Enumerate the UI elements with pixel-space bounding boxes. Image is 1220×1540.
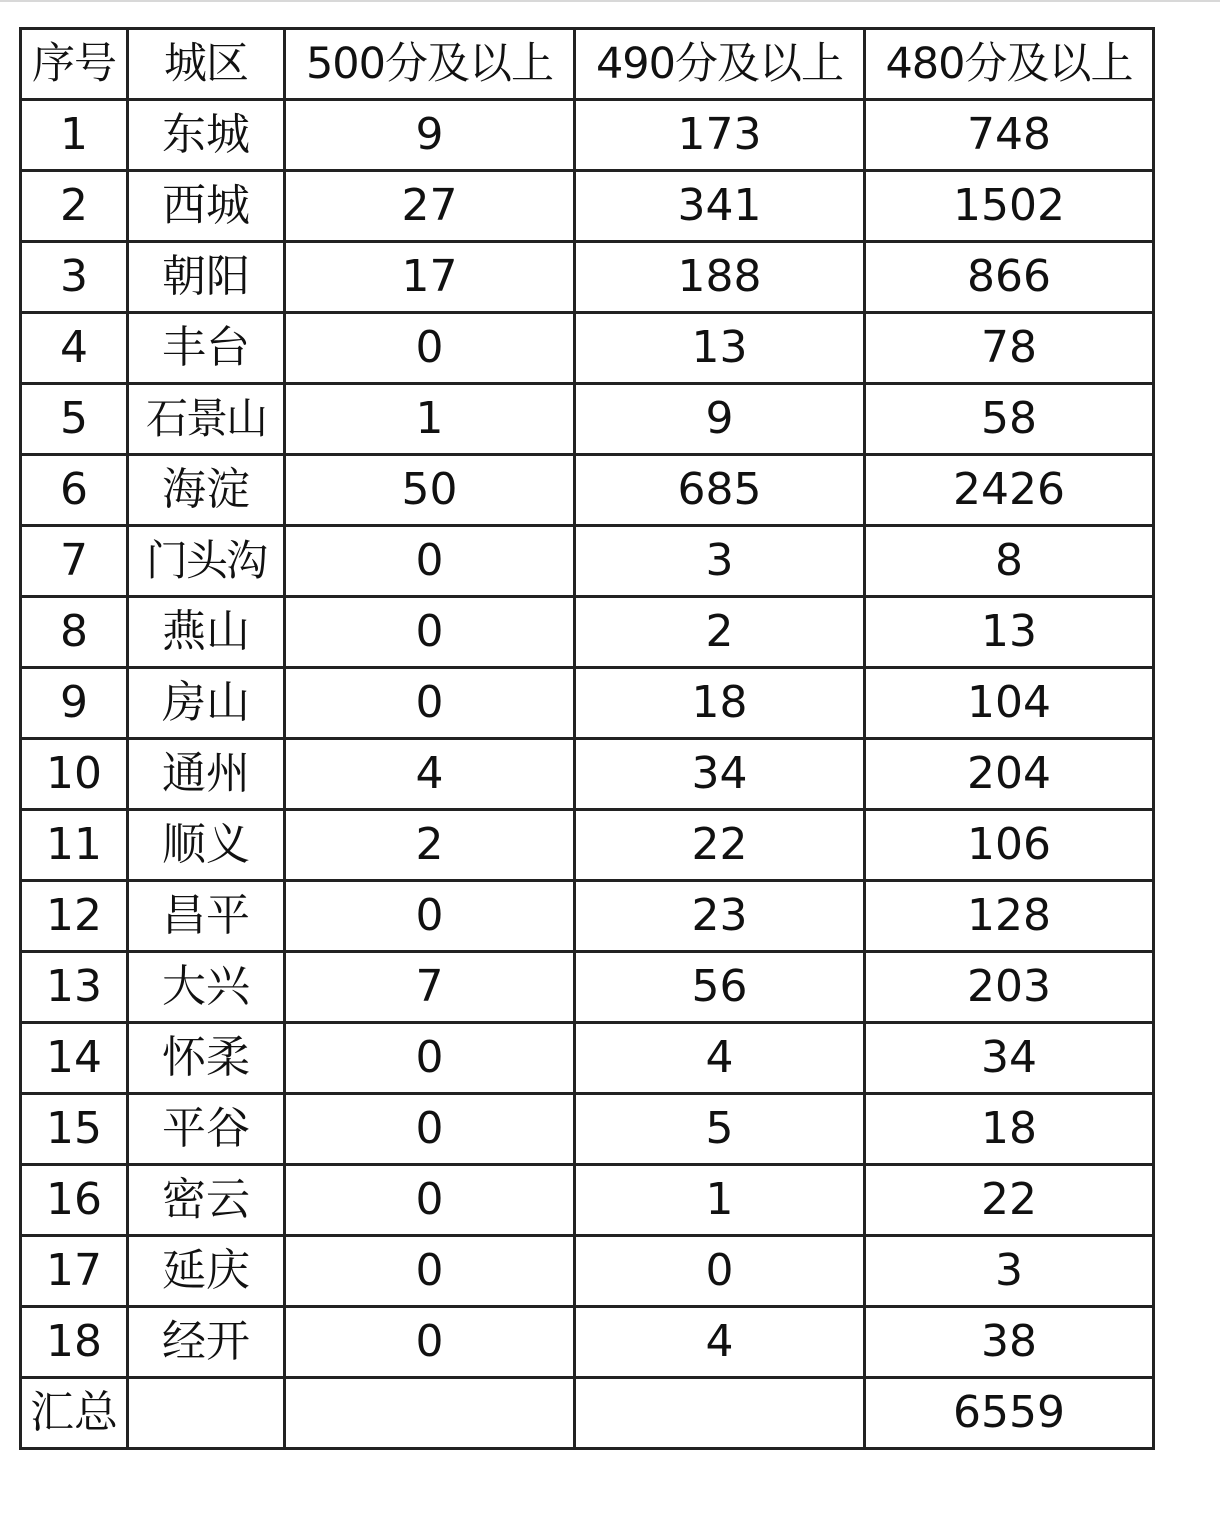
top-divider	[0, 0, 1220, 2]
row-480: 104	[865, 668, 1154, 739]
row-500: 50	[285, 455, 575, 526]
header-490: 490分及以上	[575, 29, 865, 100]
row-district: 大兴	[128, 952, 285, 1023]
table-row	[21, 526, 1154, 597]
row-500: 0	[285, 881, 575, 952]
row-index: 13	[21, 952, 128, 1023]
row-500: 0	[285, 313, 575, 384]
row-490: 34	[575, 739, 865, 810]
row-490: 173	[575, 100, 865, 171]
total-district	[128, 1378, 285, 1449]
header-index: 序号	[21, 29, 128, 100]
row-500: 0	[285, 1165, 575, 1236]
row-index: 6	[21, 455, 128, 526]
row-490: 22	[575, 810, 865, 881]
total-label: 汇总	[21, 1378, 128, 1449]
table-row	[21, 810, 1154, 881]
row-490: 9	[575, 384, 865, 455]
table-row	[21, 1165, 1154, 1236]
row-480: 58	[865, 384, 1154, 455]
row-district: 燕山	[128, 597, 285, 668]
row-490: 2	[575, 597, 865, 668]
row-480: 13	[865, 597, 1154, 668]
row-490: 1	[575, 1165, 865, 1236]
table-row	[21, 881, 1154, 952]
row-480: 204	[865, 739, 1154, 810]
row-index: 16	[21, 1165, 128, 1236]
row-district: 东城	[128, 100, 285, 171]
row-district: 朝阳	[128, 242, 285, 313]
row-district: 顺义	[128, 810, 285, 881]
row-500: 0	[285, 1023, 575, 1094]
row-index: 17	[21, 1236, 128, 1307]
row-480: 2426	[865, 455, 1154, 526]
row-490: 5	[575, 1094, 865, 1165]
row-480: 22	[865, 1165, 1154, 1236]
table-row	[21, 384, 1154, 455]
row-index: 10	[21, 739, 128, 810]
table-row	[21, 313, 1154, 384]
row-500: 9	[285, 100, 575, 171]
row-480: 34	[865, 1023, 1154, 1094]
district-score-table	[19, 27, 1155, 1450]
row-500: 0	[285, 526, 575, 597]
row-490: 4	[575, 1307, 865, 1378]
row-index: 4	[21, 313, 128, 384]
table-row	[21, 455, 1154, 526]
row-index: 15	[21, 1094, 128, 1165]
row-490: 0	[575, 1236, 865, 1307]
row-index: 8	[21, 597, 128, 668]
table-row	[21, 100, 1154, 171]
row-index: 7	[21, 526, 128, 597]
row-490: 3	[575, 526, 865, 597]
row-490: 4	[575, 1023, 865, 1094]
row-index: 12	[21, 881, 128, 952]
row-district: 平谷	[128, 1094, 285, 1165]
total-row	[21, 1378, 1154, 1449]
row-district: 密云	[128, 1165, 285, 1236]
row-index: 5	[21, 384, 128, 455]
row-500: 0	[285, 1236, 575, 1307]
row-district: 昌平	[128, 881, 285, 952]
table-row	[21, 1094, 1154, 1165]
header-480: 480分及以上	[865, 29, 1154, 100]
row-index: 2	[21, 171, 128, 242]
row-490: 23	[575, 881, 865, 952]
table-row	[21, 739, 1154, 810]
table-row	[21, 668, 1154, 739]
row-district: 石景山	[128, 384, 285, 455]
row-480: 78	[865, 313, 1154, 384]
row-480: 18	[865, 1094, 1154, 1165]
row-500: 0	[285, 597, 575, 668]
header-row	[21, 29, 1154, 100]
row-district: 延庆	[128, 1236, 285, 1307]
row-500: 7	[285, 952, 575, 1023]
row-480: 8	[865, 526, 1154, 597]
row-480: 1502	[865, 171, 1154, 242]
row-500: 0	[285, 1094, 575, 1165]
table-row	[21, 1307, 1154, 1378]
total-490	[575, 1378, 865, 1449]
row-index: 11	[21, 810, 128, 881]
row-500: 17	[285, 242, 575, 313]
row-district: 怀柔	[128, 1023, 285, 1094]
row-480: 106	[865, 810, 1154, 881]
row-500: 1	[285, 384, 575, 455]
table-row	[21, 597, 1154, 668]
row-480: 38	[865, 1307, 1154, 1378]
row-district: 通州	[128, 739, 285, 810]
row-500: 0	[285, 668, 575, 739]
row-490: 685	[575, 455, 865, 526]
row-490: 188	[575, 242, 865, 313]
row-480: 748	[865, 100, 1154, 171]
row-district: 房山	[128, 668, 285, 739]
row-index: 1	[21, 100, 128, 171]
table-row	[21, 952, 1154, 1023]
row-district: 丰台	[128, 313, 285, 384]
row-district: 门头沟	[128, 526, 285, 597]
table-row	[21, 1023, 1154, 1094]
table-row	[21, 171, 1154, 242]
row-480: 128	[865, 881, 1154, 952]
header-district: 城区	[128, 29, 285, 100]
total-500	[285, 1378, 575, 1449]
row-index: 14	[21, 1023, 128, 1094]
row-district: 海淀	[128, 455, 285, 526]
row-500: 27	[285, 171, 575, 242]
row-500: 2	[285, 810, 575, 881]
row-490: 13	[575, 313, 865, 384]
row-index: 9	[21, 668, 128, 739]
row-480: 203	[865, 952, 1154, 1023]
row-500: 0	[285, 1307, 575, 1378]
row-490: 18	[575, 668, 865, 739]
row-district: 西城	[128, 171, 285, 242]
row-index: 18	[21, 1307, 128, 1378]
row-district: 经开	[128, 1307, 285, 1378]
total-480: 6559	[865, 1378, 1154, 1449]
row-490: 341	[575, 171, 865, 242]
table-body	[21, 100, 1154, 1449]
row-480: 3	[865, 1236, 1154, 1307]
row-480: 866	[865, 242, 1154, 313]
row-index: 3	[21, 242, 128, 313]
table-row	[21, 1236, 1154, 1307]
table-row	[21, 242, 1154, 313]
row-500: 4	[285, 739, 575, 810]
header-500: 500分及以上	[285, 29, 575, 100]
row-490: 56	[575, 952, 865, 1023]
